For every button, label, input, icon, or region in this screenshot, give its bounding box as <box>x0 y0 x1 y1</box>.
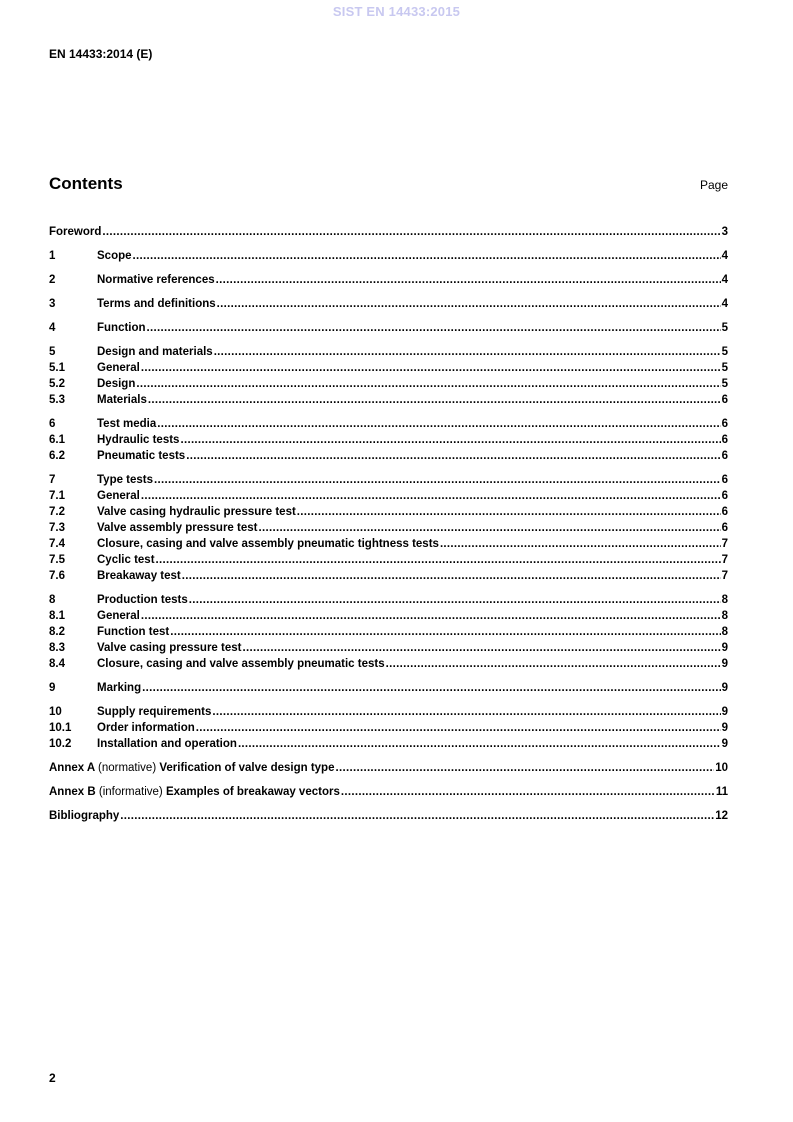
toc-entry-page: 11 <box>715 786 728 798</box>
toc-entry-page: 8 <box>721 610 728 622</box>
toc-group <box>49 416 728 464</box>
toc-entry-page: 9 <box>721 722 728 734</box>
toc-entry-number: 5.2 <box>49 378 65 390</box>
toc-entry-number: 8.2 <box>49 626 65 638</box>
toc-entry-number: 7.2 <box>49 506 65 518</box>
toc-entry-page: 6 <box>721 474 728 486</box>
toc-entry-number: 7.4 <box>49 538 65 550</box>
dot-leader <box>189 592 721 608</box>
toc-entry[interactable] <box>49 376 728 392</box>
dot-leader <box>142 680 721 696</box>
toc-entry-title: Materials <box>97 394 147 406</box>
toc-entry[interactable] <box>49 432 728 448</box>
annex-title: Examples of breakaway vectors <box>165 786 340 798</box>
toc-entry-title: Function <box>97 322 146 334</box>
table-of-contents <box>49 224 728 832</box>
toc-entry[interactable] <box>49 248 728 264</box>
toc-entry-page: 9 <box>721 706 728 718</box>
dot-leader <box>242 640 720 656</box>
toc-group <box>49 344 728 408</box>
toc-entry[interactable] <box>49 552 728 568</box>
toc-entry[interactable] <box>49 592 728 608</box>
toc-entry[interactable] <box>49 608 728 624</box>
dot-leader <box>216 272 721 288</box>
toc-entry[interactable] <box>49 640 728 656</box>
toc-entry-title <box>49 784 340 800</box>
page-number: 2 <box>49 1071 56 1085</box>
toc-entry-page: 5 <box>721 346 728 358</box>
toc-entry-title: Type tests <box>97 474 154 486</box>
dot-leader <box>214 344 721 360</box>
toc-entry-title: Marking <box>97 682 142 694</box>
toc-group <box>49 472 728 584</box>
toc-entry-number: 10 <box>49 706 62 718</box>
watermark: SIST EN 14433:2015 <box>332 4 461 19</box>
dot-leader <box>212 704 720 720</box>
toc-entry-page: 3 <box>721 226 728 238</box>
toc-entry-title: Hydraulic tests <box>97 434 180 446</box>
dot-leader <box>120 808 714 824</box>
toc-entry[interactable] <box>49 448 728 464</box>
toc-entry-title: Design <box>97 378 136 390</box>
dot-leader <box>297 504 721 520</box>
toc-group <box>49 296 728 312</box>
toc-entry-number: 5.1 <box>49 362 65 374</box>
dot-leader <box>182 568 721 584</box>
toc-entry-page: 4 <box>721 250 728 262</box>
toc-entry-page: 9 <box>721 642 728 654</box>
toc-group <box>49 760 728 776</box>
toc-entry-page: 6 <box>721 522 728 534</box>
dot-leader <box>440 536 721 552</box>
toc-entry[interactable] <box>49 704 728 720</box>
toc-group <box>49 680 728 696</box>
toc-entry-page: 6 <box>721 394 728 406</box>
annex-label: Annex A <box>49 762 95 774</box>
toc-entry-page: 8 <box>721 594 728 606</box>
toc-entry-number: 7 <box>49 474 56 486</box>
dot-leader <box>238 736 721 752</box>
toc-entry-number: 4 <box>49 322 56 334</box>
toc-entry-title: General <box>97 490 140 502</box>
dot-leader <box>141 360 721 376</box>
dot-leader <box>136 376 720 392</box>
toc-entry-title: Foreword <box>49 226 102 238</box>
toc-entry-number: 8.4 <box>49 658 65 670</box>
annex-title: Verification of valve design type <box>159 762 335 774</box>
dot-leader <box>147 320 721 336</box>
toc-entry-title: Valve casing hydraulic pressure test <box>97 506 296 518</box>
dot-leader <box>157 416 720 432</box>
toc-entry-page: 6 <box>721 450 728 462</box>
toc-entry[interactable] <box>49 760 728 776</box>
toc-group <box>49 592 728 672</box>
toc-entry-page: 7 <box>721 538 728 550</box>
toc-entry-number: 7.5 <box>49 554 65 566</box>
toc-entry[interactable] <box>49 360 728 376</box>
dot-leader <box>148 392 721 408</box>
toc-entry-page: 5 <box>721 322 728 334</box>
toc-entry[interactable] <box>49 344 728 360</box>
toc-entry[interactable] <box>49 472 728 488</box>
dot-leader <box>170 624 720 640</box>
annex-label: Annex B <box>49 786 96 798</box>
toc-entry-number: 6 <box>49 418 56 430</box>
toc-entry-number: 10.1 <box>49 722 72 734</box>
dot-leader <box>102 224 720 240</box>
toc-entry-number: 2 <box>49 274 56 286</box>
toc-entry-page: 4 <box>721 298 728 310</box>
toc-entry-title: General <box>97 362 140 374</box>
contents-title: Contents <box>49 174 123 193</box>
toc-entry-title: Closure, casing and valve assembly pneumatic tightness tests <box>97 538 439 550</box>
toc-entry[interactable] <box>49 504 728 520</box>
annex-qualifier: (normative) <box>98 762 157 774</box>
dot-leader <box>141 488 721 504</box>
toc-entry-number: 6.2 <box>49 450 65 462</box>
toc-entry-title: Order information <box>97 722 195 734</box>
dot-leader <box>217 296 721 312</box>
toc-group <box>49 272 728 288</box>
toc-entry-page: 9 <box>721 682 728 694</box>
toc-entry[interactable] <box>49 416 728 432</box>
document-id: EN 14433:2014 (E) <box>49 47 153 61</box>
toc-entry-title: Breakaway test <box>97 570 181 582</box>
toc-entry-number: 5 <box>49 346 56 358</box>
toc-entry[interactable] <box>49 568 728 584</box>
toc-entry-number: 7.6 <box>49 570 65 582</box>
dot-leader <box>386 656 721 672</box>
toc-entry-title: Closure, casing and valve assembly pneumatic tests <box>97 658 385 670</box>
page-column-label: Page <box>699 178 728 192</box>
toc-entry[interactable] <box>49 624 728 640</box>
toc-entry-page: 6 <box>721 490 728 502</box>
toc-entry[interactable] <box>49 784 728 800</box>
toc-entry-title: Production tests <box>97 594 188 606</box>
toc-entry-title: Terms and definitions <box>97 298 216 310</box>
toc-entry[interactable] <box>49 272 728 288</box>
toc-entry-page: 10 <box>715 762 728 774</box>
toc-entry-page: 5 <box>721 378 728 390</box>
dot-leader <box>335 760 714 776</box>
toc-entry-page: 7 <box>721 554 728 566</box>
toc-entry[interactable] <box>49 224 728 240</box>
toc-entry-page: 6 <box>721 506 728 518</box>
toc-entry-page: 9 <box>721 738 728 750</box>
toc-entry[interactable] <box>49 720 728 736</box>
toc-entry-number: 8 <box>49 594 56 606</box>
toc-entry-number: 7.3 <box>49 522 65 534</box>
toc-entry-page: 4 <box>721 274 728 286</box>
toc-entry-number: 9 <box>49 682 56 694</box>
toc-entry[interactable] <box>49 488 728 504</box>
toc-entry-title: Bibliography <box>49 810 120 822</box>
dot-leader <box>141 608 721 624</box>
toc-group <box>49 320 728 336</box>
toc-entry[interactable] <box>49 736 728 752</box>
toc-entry-number: 8.3 <box>49 642 65 654</box>
toc-entry-title: Test media <box>97 418 157 430</box>
toc-group <box>49 784 728 800</box>
toc-entry-page: 9 <box>721 658 728 670</box>
toc-entry-number: 5.3 <box>49 394 65 406</box>
toc-entry-page: 7 <box>721 570 728 582</box>
toc-entry[interactable] <box>49 320 728 336</box>
toc-entry-title: Valve casing pressure test <box>97 642 242 654</box>
toc-entry[interactable] <box>49 536 728 552</box>
toc-entry-page: 12 <box>715 810 728 822</box>
toc-entry-title: Valve assembly pressure test <box>97 522 258 534</box>
toc-entry-title: Installation and operation <box>97 738 237 750</box>
toc-entry-number: 7.1 <box>49 490 65 502</box>
toc-group <box>49 248 728 264</box>
toc-entry[interactable] <box>49 808 728 824</box>
toc-entry-title: Supply requirements <box>97 706 212 718</box>
toc-entry-title: Scope <box>97 250 132 262</box>
dot-leader <box>186 448 720 464</box>
toc-entry[interactable] <box>49 680 728 696</box>
annex-qualifier: (informative) <box>98 786 163 798</box>
dot-leader <box>258 520 720 536</box>
toc-entry-number: 1 <box>49 250 56 262</box>
dot-leader <box>156 552 721 568</box>
toc-entry[interactable] <box>49 520 728 536</box>
toc-entry[interactable] <box>49 392 728 408</box>
toc-group <box>49 704 728 752</box>
toc-entry-title: Pneumatic tests <box>97 450 186 462</box>
toc-entry-page: 6 <box>721 418 728 430</box>
dot-leader <box>196 720 721 736</box>
toc-entry-title: General <box>97 610 140 622</box>
dot-leader <box>154 472 721 488</box>
toc-entry-title: Design and materials <box>97 346 213 358</box>
toc-entry-title <box>49 760 334 776</box>
toc-entry-page: 6 <box>721 434 728 446</box>
toc-entry-page: 5 <box>721 362 728 374</box>
toc-entry-number: 10.2 <box>49 738 72 750</box>
toc-entry-number: 6.1 <box>49 434 65 446</box>
toc-entry[interactable] <box>49 656 728 672</box>
dot-leader <box>180 432 720 448</box>
toc-entry-title: Function test <box>97 626 170 638</box>
dot-leader <box>133 248 721 264</box>
toc-entry-number: 3 <box>49 298 56 310</box>
toc-entry-title: Cyclic test <box>97 554 155 566</box>
toc-group <box>49 808 728 824</box>
toc-entry-title: Normative references <box>97 274 215 286</box>
toc-entry-page: 8 <box>721 626 728 638</box>
toc-entry-number: 8.1 <box>49 610 65 622</box>
toc-entry[interactable] <box>49 296 728 312</box>
toc-group <box>49 224 728 240</box>
dot-leader <box>341 784 715 800</box>
